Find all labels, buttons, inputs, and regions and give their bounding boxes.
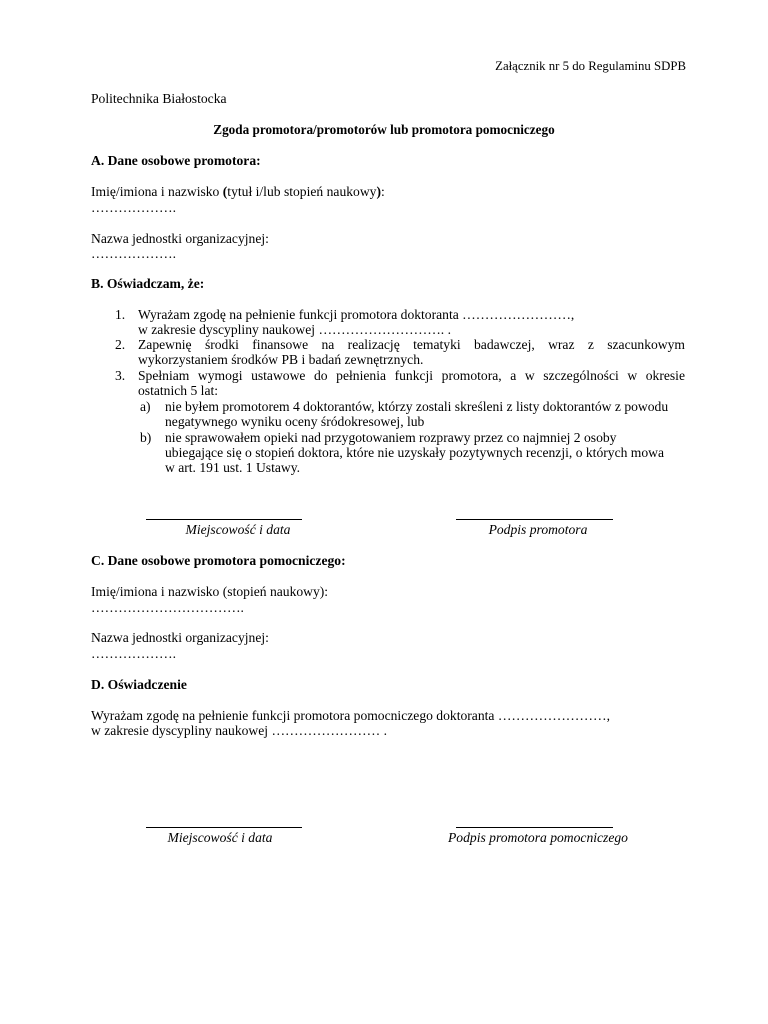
signature-line-place-date-2 [146, 827, 302, 828]
list-item-continuation: wykorzystaniem środków PB i badań zewnętrznych. [138, 352, 424, 367]
section-d-heading: D. Oświadczenie [91, 677, 187, 692]
assistant-signature-caption: Podpis promotora pomocniczego [448, 830, 628, 845]
sub-item-letter: b) [140, 430, 152, 445]
signature-line-place-date [146, 519, 302, 520]
sub-item: nie byłem promotorem 4 doktorantów, którzy zostali skreśleni z listy doktorantów z powodu [165, 399, 669, 414]
assistant-unit-label: Nazwa jednostki organizacyjnej: [91, 630, 269, 645]
document-title: Zgoda promotora/promotorów lub promotora pomocniczego [213, 122, 555, 137]
assistant-consent-continuation: w zakresie dyscypliny naukowej …………………… . [91, 723, 387, 738]
section-c-heading: C. Dane osobowe promotora pomocniczego: [91, 553, 346, 568]
promoter-unit-field: ………………. [91, 246, 176, 261]
promoter-unit-label: Nazwa jednostki organizacyjnej: [91, 231, 269, 246]
sub-item-continuation: ubiegające się o stopień doktora, które nie uzyskały pozytywnych recenzji, o których mowa [165, 445, 665, 460]
signature-line-assistant [456, 827, 613, 828]
list-item: Spełniam wymogi ustawowe do pełnienia funkcji promotora, a w szczególności w okresie [138, 368, 685, 383]
section-b-heading: B. Oświadczam, że: [91, 276, 205, 291]
place-date-caption: Miejscowość i data [185, 522, 291, 537]
list-item-number: 2. [115, 337, 126, 352]
sub-item-continuation: w art. 191 ust. 1 Ustawy. [165, 460, 301, 475]
assistant-consent-line: Wyrażam zgodę na pełnienie funkcji promotora pomocniczego doktoranta ……………………, [91, 708, 610, 723]
list-item: Zapewnię środki finansowe na realizację tematyki badawczej, wraz z szacunkowym [138, 337, 685, 352]
list-item-number: 1. [115, 307, 126, 322]
list-item-continuation: ostatnich 5 lat: [138, 383, 219, 398]
annex-note: Załącznik nr 5 do Regulaminu SDPB [495, 59, 686, 73]
sub-item-continuation: negatywnego wyniku oceny śródokresowej, lub [165, 414, 425, 429]
signature-line-promoter [456, 519, 613, 520]
list-item: Wyrażam zgodę na pełnienie funkcji promotora doktoranta ……………………, [138, 307, 575, 322]
list-item-continuation: w zakresie dyscypliny naukowej ………………………. . [138, 322, 451, 337]
sub-item: nie sprawowałem opieki nad przygotowaniem rozprawy przez co najmniej 2 osoby [165, 430, 617, 445]
assistant-name-field: ……………………………. [91, 600, 244, 615]
promoter-name-label: Imię/imiona i nazwisko (tytuł i/lub stopień naukowy): [91, 184, 385, 199]
institution-name: Politechnika Białostocka [91, 91, 227, 106]
list-item-number: 3. [115, 368, 126, 383]
place-date-caption-2: Miejscowość i data [167, 830, 273, 845]
assistant-name-label: Imię/imiona i nazwisko (stopień naukowy): [91, 584, 329, 599]
promoter-name-field: ………………. [91, 200, 176, 215]
promoter-signature-caption: Podpis promotora [488, 522, 588, 537]
section-a-heading: A. Dane osobowe promotora: [91, 153, 261, 168]
assistant-unit-field: ………………. [91, 646, 176, 661]
sub-item-letter: a) [140, 399, 151, 414]
